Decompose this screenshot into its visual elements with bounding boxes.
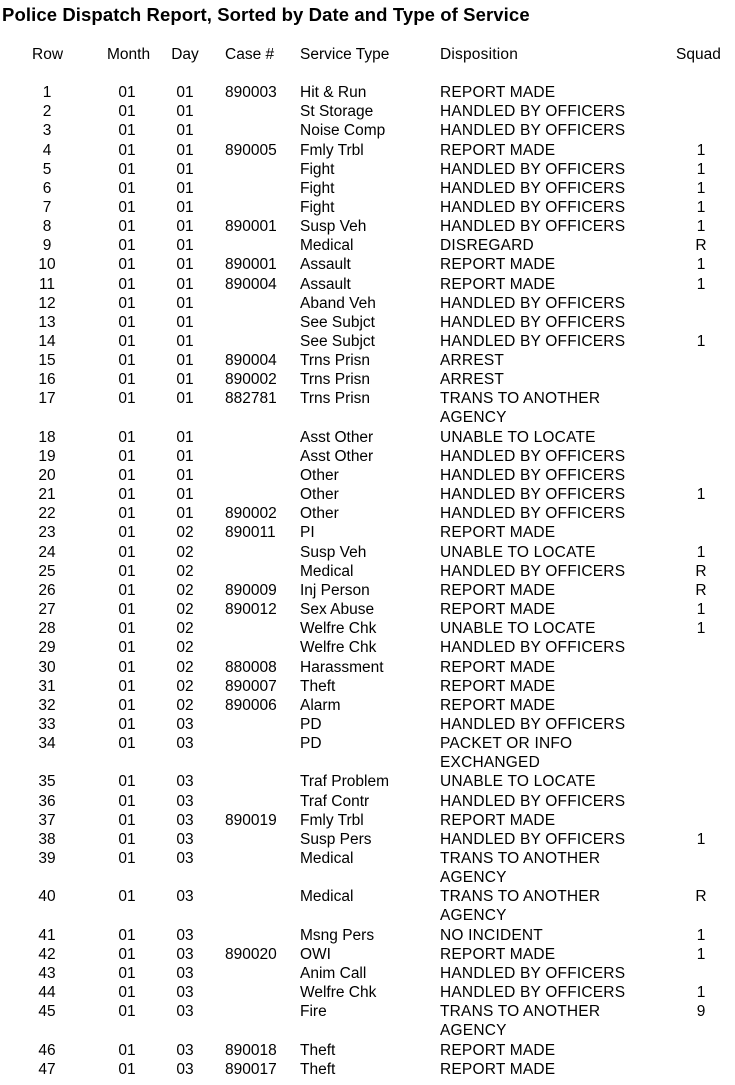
day-cell: 02 <box>176 696 194 714</box>
day-cell: 03 <box>176 945 194 963</box>
row-number: 47 <box>38 1060 56 1078</box>
disposition-cell: HANDLED BY OFFICERS <box>440 830 626 848</box>
service-type-cell: PD <box>300 715 322 733</box>
service-type-cell: Trns Prisn <box>300 371 371 389</box>
disposition-cell: HANDLED BY OFFICERS <box>440 122 626 140</box>
row-number: 9 <box>42 237 52 255</box>
row-number: 44 <box>38 984 56 1001</box>
disposition-cell: UNABLE TO LOCATE <box>440 428 596 446</box>
case-number-cell: 890011 <box>225 524 276 542</box>
service-type-cell: Theft <box>300 1041 336 1059</box>
day-cell: 01 <box>176 428 194 446</box>
month-cell: 01 <box>118 658 136 676</box>
disposition-cell: REPORT MADE <box>440 141 556 159</box>
row-number: 27 <box>38 601 56 618</box>
squad-cell: 1 <box>696 984 706 1001</box>
disposition-cell: REPORT MADE <box>440 658 556 676</box>
service-type-cell: Fight <box>300 179 335 197</box>
month-cell: 01 <box>118 850 136 867</box>
row-number: 38 <box>38 830 56 848</box>
disposition-cell: PACKET OR INFO EXCHANGED <box>440 735 573 772</box>
service-type-cell: Other <box>300 486 339 504</box>
month-cell: 01 <box>118 218 136 236</box>
day-cell: 01 <box>176 505 194 523</box>
month-cell: 01 <box>118 467 136 484</box>
squad-cell: 1 <box>696 601 706 618</box>
day-cell: 01 <box>176 103 194 121</box>
day-cell: 01 <box>176 198 194 216</box>
disposition-cell: HANDLED BY OFFICERS <box>440 160 626 178</box>
row-number: 3 <box>42 122 52 140</box>
service-type-cell: Theft <box>300 1060 336 1078</box>
row-number: 5 <box>42 160 52 178</box>
disposition-cell: REPORT MADE <box>440 811 556 829</box>
month-cell: 01 <box>118 428 136 446</box>
month-cell: 01 <box>118 888 136 906</box>
row-number: 14 <box>38 332 56 350</box>
row-number: 15 <box>38 352 56 370</box>
service-type-cell: St Storage <box>300 103 374 121</box>
squad-cell: 1 <box>696 620 706 638</box>
disposition-cell: HANDLED BY OFFICERS <box>440 313 626 331</box>
row-number: 43 <box>38 964 56 982</box>
row-number: 33 <box>38 715 56 733</box>
row-number: 8 <box>42 218 52 236</box>
disposition-cell: HANDLED BY OFFICERS <box>440 715 626 733</box>
row-number: 7 <box>42 198 52 216</box>
row-number: 36 <box>38 792 56 810</box>
day-cell: 01 <box>176 447 194 465</box>
disposition-cell: REPORT MADE <box>440 677 556 695</box>
squad-cell: 1 <box>696 945 706 963</box>
service-type-cell: Theft <box>300 677 336 695</box>
day-cell: 01 <box>176 218 194 236</box>
disposition-cell: TRANS TO ANOTHER AGENCY <box>440 850 601 886</box>
row-number: 10 <box>38 256 56 274</box>
disposition-cell: REPORT MADE <box>440 1060 556 1078</box>
day-cell: 03 <box>176 830 194 848</box>
day-cell: 03 <box>176 715 194 733</box>
month-cell: 01 <box>118 984 136 1001</box>
column-header-case-number: Case # <box>225 46 275 63</box>
day-cell: 01 <box>176 179 194 197</box>
service-type-cell: Other <box>300 505 339 523</box>
squad-cell: 1 <box>696 179 706 197</box>
service-type-cell: Fight <box>300 198 335 216</box>
service-type-cell: Susp Veh <box>300 218 367 236</box>
service-type-cell: Msng Pers <box>300 926 375 944</box>
service-type-cell: See Subjct <box>300 313 375 331</box>
day-cell: 02 <box>176 658 194 676</box>
month-cell: 01 <box>118 830 136 848</box>
month-cell: 01 <box>118 256 136 274</box>
disposition-cell: HANDLED BY OFFICERS <box>440 447 626 465</box>
month-cell: 01 <box>118 581 136 599</box>
disposition-cell: HANDLED BY OFFICERS <box>440 505 626 523</box>
month-cell: 01 <box>118 84 136 101</box>
day-cell: 02 <box>176 562 194 580</box>
row-number: 21 <box>38 486 56 504</box>
case-number-cell: 890007 <box>225 677 277 695</box>
service-type-cell: Medical <box>300 850 354 867</box>
day-cell: 03 <box>176 850 194 867</box>
service-type-cell: Susp Veh <box>300 543 367 561</box>
squad-cell: 9 <box>696 1003 706 1021</box>
service-type-cell: Medical <box>300 237 354 255</box>
row-number: 46 <box>38 1041 56 1059</box>
row-number: 24 <box>38 543 56 561</box>
disposition-cell: REPORT MADE <box>440 275 556 293</box>
service-type-cell: Traf Contr <box>300 792 370 810</box>
case-number-cell: 880008 <box>225 658 277 676</box>
month-cell: 01 <box>118 160 136 178</box>
service-type-cell: Sex Abuse <box>300 601 375 618</box>
case-number-cell: 890006 <box>225 696 277 714</box>
month-cell: 01 <box>118 1003 136 1021</box>
day-cell: 02 <box>176 524 194 542</box>
row-number: 42 <box>38 945 56 963</box>
service-type-cell: Fire <box>300 1003 327 1021</box>
squad-cell: 1 <box>696 926 706 944</box>
month-cell: 01 <box>118 524 136 542</box>
squad-cell: 1 <box>696 256 706 274</box>
disposition-cell: TRANS TO ANOTHER AGENCY <box>440 390 601 427</box>
month-cell: 01 <box>118 926 136 944</box>
day-cell: 01 <box>176 84 194 101</box>
service-type-cell: Fmly Trbl <box>300 141 364 159</box>
service-type-cell: Traf Problem <box>300 773 390 791</box>
disposition-cell: HANDLED BY OFFICERS <box>440 294 626 312</box>
service-type-cell: Assault <box>300 275 351 293</box>
case-number-cell: 890002 <box>225 505 277 523</box>
row-number: 1 <box>42 84 52 101</box>
month-cell: 01 <box>118 313 136 331</box>
month-cell: 01 <box>118 447 136 465</box>
service-type-cell: Welfre Chk <box>300 639 377 657</box>
row-number: 2 <box>42 103 52 121</box>
month-cell: 01 <box>118 792 136 810</box>
case-number-cell: 890001 <box>225 218 277 236</box>
case-number-cell: 890012 <box>225 601 277 618</box>
service-type-cell: Assault <box>300 256 351 274</box>
day-cell: 01 <box>176 122 194 140</box>
service-type-cell: Susp Pers <box>300 830 372 848</box>
disposition-cell: REPORT MADE <box>440 945 556 963</box>
row-number: 13 <box>38 313 56 331</box>
squad-cell: 1 <box>696 141 706 159</box>
day-cell: 02 <box>176 601 194 618</box>
row-number: 25 <box>38 562 56 580</box>
squad-cell: R <box>695 562 707 580</box>
day-cell: 01 <box>176 256 194 274</box>
month-cell: 01 <box>118 964 136 982</box>
case-number-cell: 890001 <box>225 256 277 274</box>
month-cell: 01 <box>118 715 136 733</box>
disposition-cell: HANDLED BY OFFICERS <box>440 964 626 982</box>
service-type-cell: PD <box>300 735 322 753</box>
row-number: 4 <box>42 141 52 159</box>
row-number: 16 <box>38 371 56 389</box>
service-type-cell: OWI <box>300 945 331 963</box>
day-cell: 03 <box>176 888 194 906</box>
disposition-cell: ARREST <box>440 352 505 370</box>
disposition-cell: REPORT MADE <box>440 256 556 274</box>
day-cell: 01 <box>176 141 194 159</box>
month-cell: 01 <box>118 371 136 389</box>
service-type-cell: Alarm <box>300 696 341 714</box>
column-header-row: Row <box>32 46 64 63</box>
month-cell: 01 <box>118 141 136 159</box>
service-type-cell: Trns Prisn <box>300 352 371 370</box>
disposition-cell: REPORT MADE <box>440 696 556 714</box>
service-type-cell: Asst Other <box>300 447 374 465</box>
column-header-service-type: Service Type <box>300 46 390 63</box>
month-cell: 01 <box>118 543 136 561</box>
month-cell: 01 <box>118 179 136 197</box>
row-number: 28 <box>38 620 56 638</box>
squad-cell: R <box>695 237 707 255</box>
squad-cell: 1 <box>696 332 706 350</box>
squad-cell: 1 <box>696 275 706 293</box>
service-type-cell: Welfre Chk <box>300 620 377 638</box>
row-number: 30 <box>38 658 56 676</box>
day-cell: 03 <box>176 926 194 944</box>
report-title: Police Dispatch Report, Sorted by Date and Type of Service <box>2 4 530 25</box>
squad-cell: 1 <box>696 543 706 561</box>
disposition-cell: REPORT MADE <box>440 524 556 542</box>
service-type-cell: Hit & Run <box>300 84 367 101</box>
disposition-cell: UNABLE TO LOCATE <box>440 773 596 791</box>
month-cell: 01 <box>118 677 136 695</box>
row-number: 34 <box>38 735 56 753</box>
column-header-squad: Squad <box>676 46 721 63</box>
day-cell: 03 <box>176 773 194 791</box>
disposition-cell: TRANS TO ANOTHER AGENCY <box>440 1003 601 1040</box>
month-cell: 01 <box>118 1060 136 1078</box>
day-cell: 03 <box>176 735 194 753</box>
service-type-cell: Aband Veh <box>300 294 376 312</box>
row-number: 18 <box>38 428 56 446</box>
day-cell: 01 <box>176 332 194 350</box>
disposition-cell: UNABLE TO LOCATE <box>440 620 596 638</box>
disposition-cell: ARREST <box>440 371 505 389</box>
month-cell: 01 <box>118 332 136 350</box>
case-number-cell: 890017 <box>225 1060 277 1078</box>
day-cell: 01 <box>176 371 194 389</box>
month-cell: 01 <box>118 198 136 216</box>
day-cell: 03 <box>176 1041 194 1059</box>
day-cell: 02 <box>176 677 194 695</box>
squad-cell: 1 <box>696 486 706 504</box>
day-cell: 01 <box>176 352 194 370</box>
disposition-cell: HANDLED BY OFFICERS <box>440 984 626 1001</box>
month-cell: 01 <box>118 945 136 963</box>
disposition-cell: HANDLED BY OFFICERS <box>440 486 626 504</box>
month-cell: 01 <box>118 811 136 829</box>
row-number: 23 <box>38 524 56 542</box>
service-type-cell: See Subjct <box>300 332 375 350</box>
row-number: 32 <box>38 696 56 714</box>
row-number: 22 <box>38 505 56 523</box>
month-cell: 01 <box>118 620 136 638</box>
row-number: 37 <box>38 811 56 829</box>
day-cell: 01 <box>176 313 194 331</box>
month-cell: 01 <box>118 1041 136 1059</box>
day-cell: 03 <box>176 984 194 1001</box>
month-cell: 01 <box>118 601 136 618</box>
disposition-cell: HANDLED BY OFFICERS <box>440 198 626 216</box>
case-number-cell: 890009 <box>225 581 277 599</box>
disposition-cell: REPORT MADE <box>440 601 556 618</box>
case-number-cell: 890018 <box>225 1041 277 1059</box>
case-number-cell: 882781 <box>225 390 277 408</box>
day-cell: 01 <box>176 486 194 504</box>
month-cell: 01 <box>118 390 136 408</box>
day-cell: 01 <box>176 390 194 408</box>
month-cell: 01 <box>118 122 136 140</box>
disposition-cell: TRANS TO ANOTHER AGENCY <box>440 888 601 925</box>
service-type-cell: Trns Prisn <box>300 390 371 408</box>
service-type-cell: Welfre Chk <box>300 984 377 1001</box>
service-type-cell: Fmly Trbl <box>300 811 364 829</box>
month-cell: 01 <box>118 696 136 714</box>
row-number: 39 <box>38 850 56 867</box>
service-type-cell: Noise Comp <box>300 122 386 140</box>
disposition-cell: REPORT MADE <box>440 84 556 101</box>
month-cell: 01 <box>118 275 136 293</box>
day-cell: 01 <box>176 160 194 178</box>
disposition-cell: HANDLED BY OFFICERS <box>440 332 626 350</box>
squad-cell: 1 <box>696 198 706 216</box>
day-cell: 03 <box>176 811 194 829</box>
row-number: 6 <box>42 179 52 197</box>
month-cell: 01 <box>118 735 136 753</box>
squad-cell: 1 <box>696 218 706 236</box>
squad-cell: 1 <box>696 160 706 178</box>
day-cell: 01 <box>176 237 194 255</box>
month-cell: 01 <box>118 639 136 657</box>
squad-cell: R <box>695 888 707 906</box>
service-type-cell: Anim Call <box>300 964 367 982</box>
row-number: 17 <box>38 390 56 408</box>
month-cell: 01 <box>118 773 136 791</box>
case-number-cell: 890019 <box>225 811 277 829</box>
disposition-cell: REPORT MADE <box>440 581 556 599</box>
disposition-cell: HANDLED BY OFFICERS <box>440 179 626 197</box>
disposition-cell: HANDLED BY OFFICERS <box>440 218 626 236</box>
column-header-day: Day <box>171 46 199 63</box>
case-number-cell: 890020 <box>225 945 277 963</box>
disposition-cell: UNABLE TO LOCATE <box>440 543 596 561</box>
disposition-cell: HANDLED BY OFFICERS <box>440 467 626 484</box>
service-type-cell: PI <box>300 524 315 542</box>
month-cell: 01 <box>118 237 136 255</box>
disposition-cell: HANDLED BY OFFICERS <box>440 562 626 580</box>
day-cell: 03 <box>176 792 194 810</box>
day-cell: 02 <box>176 543 194 561</box>
service-type-cell: Medical <box>300 562 354 580</box>
disposition-cell: DISREGARD <box>440 237 534 255</box>
row-number: 19 <box>38 447 56 465</box>
disposition-cell: HANDLED BY OFFICERS <box>440 792 626 810</box>
squad-cell: 1 <box>696 830 706 848</box>
row-number: 35 <box>38 773 56 791</box>
day-cell: 03 <box>176 964 194 982</box>
service-type-cell: Fight <box>300 160 335 178</box>
row-number: 20 <box>38 467 56 484</box>
disposition-cell: HANDLED BY OFFICERS <box>440 639 626 657</box>
disposition-cell: REPORT MADE <box>440 1041 556 1059</box>
row-number: 11 <box>38 275 56 293</box>
day-cell: 03 <box>176 1060 194 1078</box>
service-type-cell: Other <box>300 467 339 484</box>
service-type-cell: Harassment <box>300 658 384 676</box>
disposition-cell: NO INCIDENT <box>440 926 543 944</box>
row-number: 29 <box>38 639 56 657</box>
column-header-month: Month <box>107 46 151 63</box>
month-cell: 01 <box>118 505 136 523</box>
case-number-cell: 890002 <box>225 371 277 389</box>
day-cell: 02 <box>176 639 194 657</box>
row-number: 45 <box>38 1003 56 1021</box>
day-cell: 01 <box>176 275 194 293</box>
service-type-cell: Asst Other <box>300 428 374 446</box>
month-cell: 01 <box>118 486 136 504</box>
row-number: 31 <box>38 677 56 695</box>
disposition-cell: HANDLED BY OFFICERS <box>440 103 626 121</box>
month-cell: 01 <box>118 352 136 370</box>
case-number-cell: 890003 <box>225 84 277 101</box>
service-type-cell: Inj Person <box>300 581 370 599</box>
squad-cell: R <box>695 581 707 599</box>
column-header-disposition: Disposition <box>440 46 519 63</box>
row-number: 26 <box>38 581 56 599</box>
day-cell: 02 <box>176 620 194 638</box>
case-number-cell: 890004 <box>225 352 277 370</box>
row-number: 40 <box>38 888 56 906</box>
day-cell: 02 <box>176 581 194 599</box>
month-cell: 01 <box>118 103 136 121</box>
day-cell: 03 <box>176 1003 194 1021</box>
month-cell: 01 <box>118 562 136 580</box>
day-cell: 01 <box>176 294 194 312</box>
service-type-cell: Medical <box>300 888 354 906</box>
row-number: 12 <box>38 294 56 312</box>
case-number-cell: 890005 <box>225 141 277 159</box>
row-number: 41 <box>38 926 56 944</box>
day-cell: 01 <box>176 467 194 484</box>
month-cell: 01 <box>118 294 136 312</box>
case-number-cell: 890004 <box>225 275 277 293</box>
